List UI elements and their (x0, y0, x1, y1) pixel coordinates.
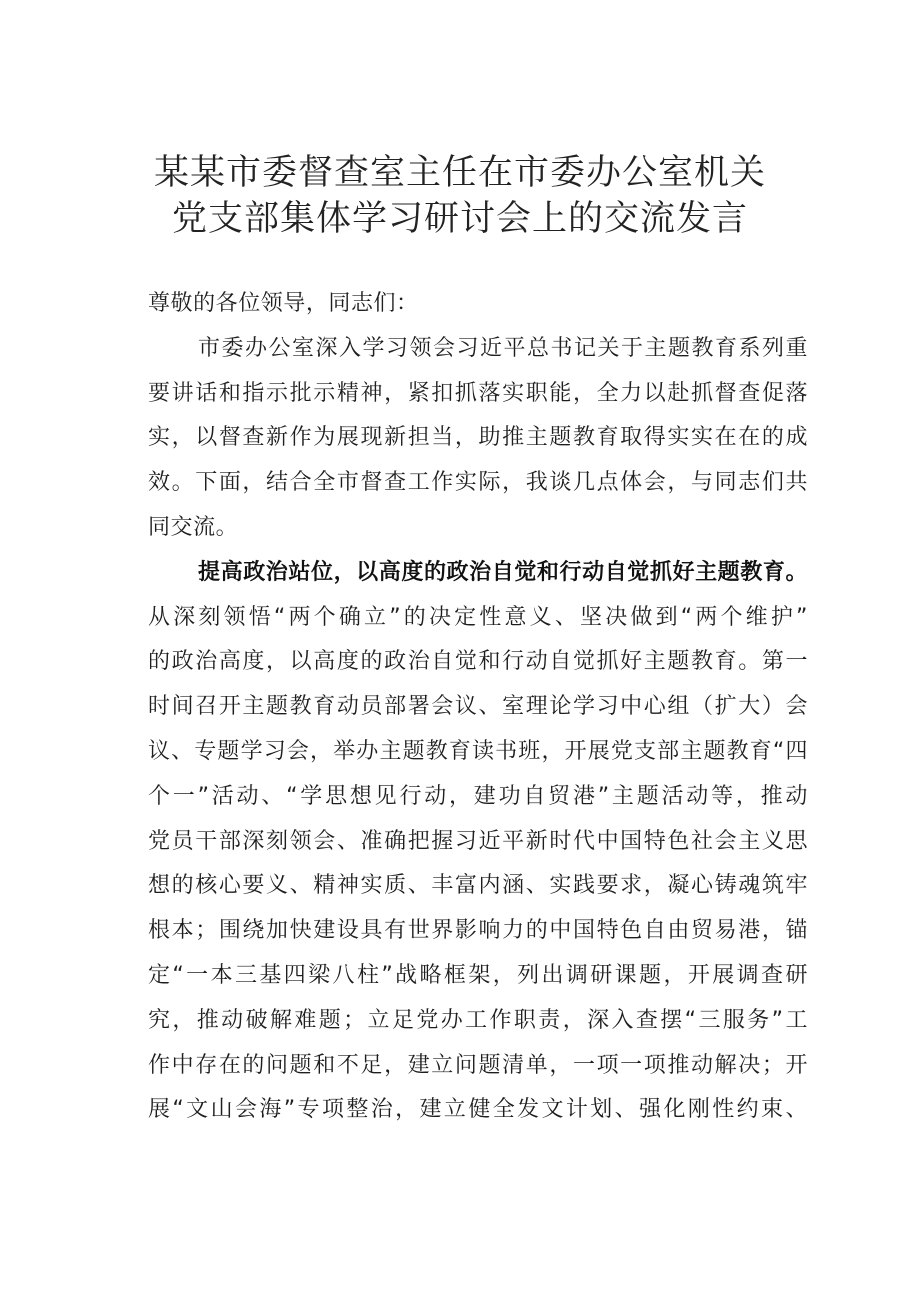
paragraph-line: 要讲话和指示批示精神，紧扣抓落实职能，全力以赴抓督查促落 (148, 380, 808, 406)
paragraph-line: 从深刻领悟“两个确立”的决定性意义、坚决做到“两个维护” (148, 604, 808, 630)
paragraph-line: 究，推动破解难题；立足党办工作职责，深入查摆“三服务”工 (148, 1007, 808, 1033)
paragraph-line: 党员干部深刻领会、准确把握习近平新时代中国特色社会主义思 (148, 828, 808, 854)
paragraph-line: 议、专题学习会，举办主题教育读书班，开展党支部主题教育“四 (148, 738, 808, 764)
paragraph-line: 效。下面，结合全市督查工作实际，我谈几点体会，与同志们共 (148, 470, 808, 496)
paragraph-line: 同交流。 (148, 514, 239, 540)
salutation-text: 尊敬的各位领导，同志们： (148, 291, 419, 316)
salutation (148, 282, 808, 327)
paragraph-line: 根本；围绕加快建设具有世界影响力的中国特色自由贸易港，锚 (148, 918, 808, 944)
section-heading: 提高政治站位，以高度的政治自觉和行动自觉抓好主题教育。 (198, 559, 808, 585)
paragraph-line: 个一”活动、“学思想见行动，建功自贸港”主题活动等，推动 (148, 783, 808, 809)
paragraph-line: 作中存在的问题和不足，建立问题清单，一项一项推动解决；开 (148, 1052, 808, 1078)
paragraph-political-stance (148, 551, 808, 1133)
paragraph-line: 的政治高度，以高度的政治自觉和行动自觉抓好主题教育。第一 (148, 649, 808, 675)
paragraph-line: 定“一本三基四梁八柱”战略框架，列出调研课题，开展调查研 (148, 962, 808, 988)
paragraph-line: 实，以督查新作为展现新担当，助推主题教育取得实实在在的成 (148, 425, 808, 451)
title-line-2: 党支部集体学习研讨会上的交流发言 (171, 199, 748, 239)
document-title (100, 150, 820, 242)
paragraph-line: 想的核心要义、精神实质、丰富内涵、实践要求，凝心铸魂筑牢 (148, 873, 808, 899)
document-body (148, 282, 808, 1133)
paragraph-line: 时间召开主题教育动员部署会议、室理论学习中心组（扩大）会 (148, 694, 808, 720)
paragraph-line: 市委办公室深入学习领会习近平总书记关于主题教育系列重 (198, 335, 808, 361)
paragraph-intro (148, 327, 808, 551)
paragraph-line: 展“文山会海”专项整治，建立健全发文计划、强化刚性约束、 (148, 1097, 808, 1123)
title-line-1: 某某市委督查室主任在市委办公室机关 (153, 153, 766, 193)
